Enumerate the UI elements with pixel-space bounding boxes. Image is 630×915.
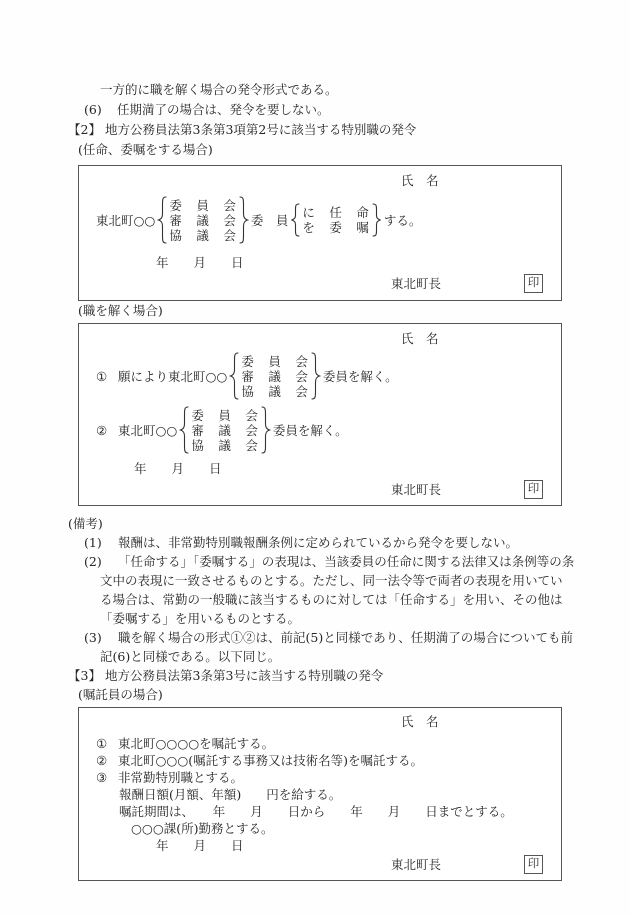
remuneration-line: 報酬日額(月額、年額) 円を給する。 [119,787,342,802]
name-field-label: 氏 名 [401,331,439,346]
mayor-title: 東北町長 [391,276,442,291]
left-brace-icon [157,196,167,244]
org-option: 委 員 会 [241,353,309,369]
sentence-suffix: 委員を解く。 [272,423,348,438]
seal-stamp: 印 [524,480,543,499]
item-text: 東北町○○○(嘱託する事務又は技術名等)を嘱託する。 [118,753,423,768]
note-item-1 [84,533,630,552]
section-3-heading [68,666,630,685]
section-label: 【3】 [68,668,101,683]
org-options-stack [191,408,259,453]
org-options-stack [241,354,309,399]
section-2-heading [68,120,630,140]
commission-item-3 [96,769,561,786]
org-option: 協 議 会 [191,437,259,453]
signature-line [79,854,561,874]
commission-period-line: 嘱託期間は、 年 月 日から 年 月 日までとする。 [119,804,513,819]
intro-item-6 [84,100,630,120]
signature-line [79,273,561,293]
seal-stamp: 印 [524,274,543,293]
intro-continuation-line [100,80,630,100]
notes-section [0,514,630,666]
item-text: 東北町○○○○を嘱託する。 [118,736,275,751]
item-number: ① [96,368,108,384]
sentence-suffix: する。 [383,213,422,228]
section-title: 地方公務員法第3条第3号に該当する特別職の発令 [105,668,384,683]
note-text: 職を解く場合の形式①②は、前記(5)と同様であり、任期満了の場合についても前 記(6)と同様である。以下同じ。 [100,630,573,664]
commission-item-2 [96,752,561,769]
org-option: 審 議 会 [191,422,259,438]
right-brace-icon [239,196,249,244]
appointment-sentence [96,196,561,244]
org-prefix: 東北町○○ [118,423,178,438]
item-number: ② [96,422,108,438]
note-label: (3) [84,630,102,645]
commission-item-1 [96,735,561,752]
dismissal-item-1 [96,352,561,400]
item-label: (6) [84,102,102,117]
mayor-title: 東北町長 [391,482,442,497]
section-label: 【2】 [68,122,101,137]
org-prefix: 東北町○○ [96,213,156,228]
org-prefix: 願により東北町○○ [118,369,228,384]
org-options-stack [169,198,237,243]
left-brace-icon [229,352,239,400]
note-label: (2) [84,554,102,569]
action-option: を 委 嘱 [302,220,370,235]
org-option: 協 議 会 [241,383,309,399]
action-option: に 任 命 [302,205,370,220]
note-text: 「任命する」「委嘱する」の表現は、当該委員の任命に関する法律又は条例等の条 文中の表現に一致させるものとする。ただし、同一法令等で両者の表現を用いてい る場合は、常勤の一般職に該当するものに対しては「任命する」を用い、その他は 「委嘱する」を用いるものとする。 [100,554,575,626]
note-text: 報酬は、非常勤特別職報酬条例に定められているから発令を要しない。 [118,535,519,550]
seal-stamp: 印 [524,855,543,874]
dismissal-item-2 [96,406,561,454]
form-box-dismissal [78,323,562,506]
note-item-2 [84,552,630,628]
org-option: 委 員 会 [191,407,259,423]
org-option: 審 議 会 [241,368,309,384]
left-brace-icon [179,406,189,454]
org-option: 審 議 会 [169,212,237,228]
date-line: 年 月 日 [156,255,244,270]
date-line: 年 月 日 [156,838,244,853]
note-label: (1) [84,535,102,550]
sentence-suffix: 委員を解く。 [322,369,398,384]
name-field-label: 氏 名 [401,173,439,188]
action-options-stack [302,205,370,235]
right-brace-icon [311,352,321,400]
form3-caption: (嘱託員の場合) [78,687,163,702]
signature-line [79,479,561,499]
work-location-line: ○○○課(所)勤務とする。 [131,821,274,836]
mayor-title: 東北町長 [391,857,442,872]
right-brace-icon [372,203,382,237]
item-number: ② [96,753,108,768]
notes-title: (備考) [68,516,103,531]
form1-caption: (任命、委嘱をする場合) [78,142,213,157]
form2-caption: (職を解く場合) [78,303,163,318]
date-line: 年 月 日 [134,461,222,476]
section-title: 地方公務員法第3条第3項第2号に該当する特別職の発令 [105,122,417,137]
form-box-commission [78,707,562,881]
org-option: 委 員 会 [169,197,237,213]
org-option: 協 議 会 [169,227,237,243]
left-brace-icon [290,203,300,237]
note-item-3 [84,628,630,666]
item-number: ③ [96,770,108,785]
intro-text: 一方的に職を解く場合の発令形式である。 [100,82,338,97]
right-brace-icon [261,406,271,454]
form-box-appointment [78,165,562,301]
item-number: ① [96,736,108,751]
name-field-label: 氏 名 [401,714,439,729]
item-text: 非常勤特別職とする。 [118,770,244,785]
item-text: 任期満了の場合は、発令を要しない。 [117,102,330,117]
member-word: 委 員 [250,213,289,228]
